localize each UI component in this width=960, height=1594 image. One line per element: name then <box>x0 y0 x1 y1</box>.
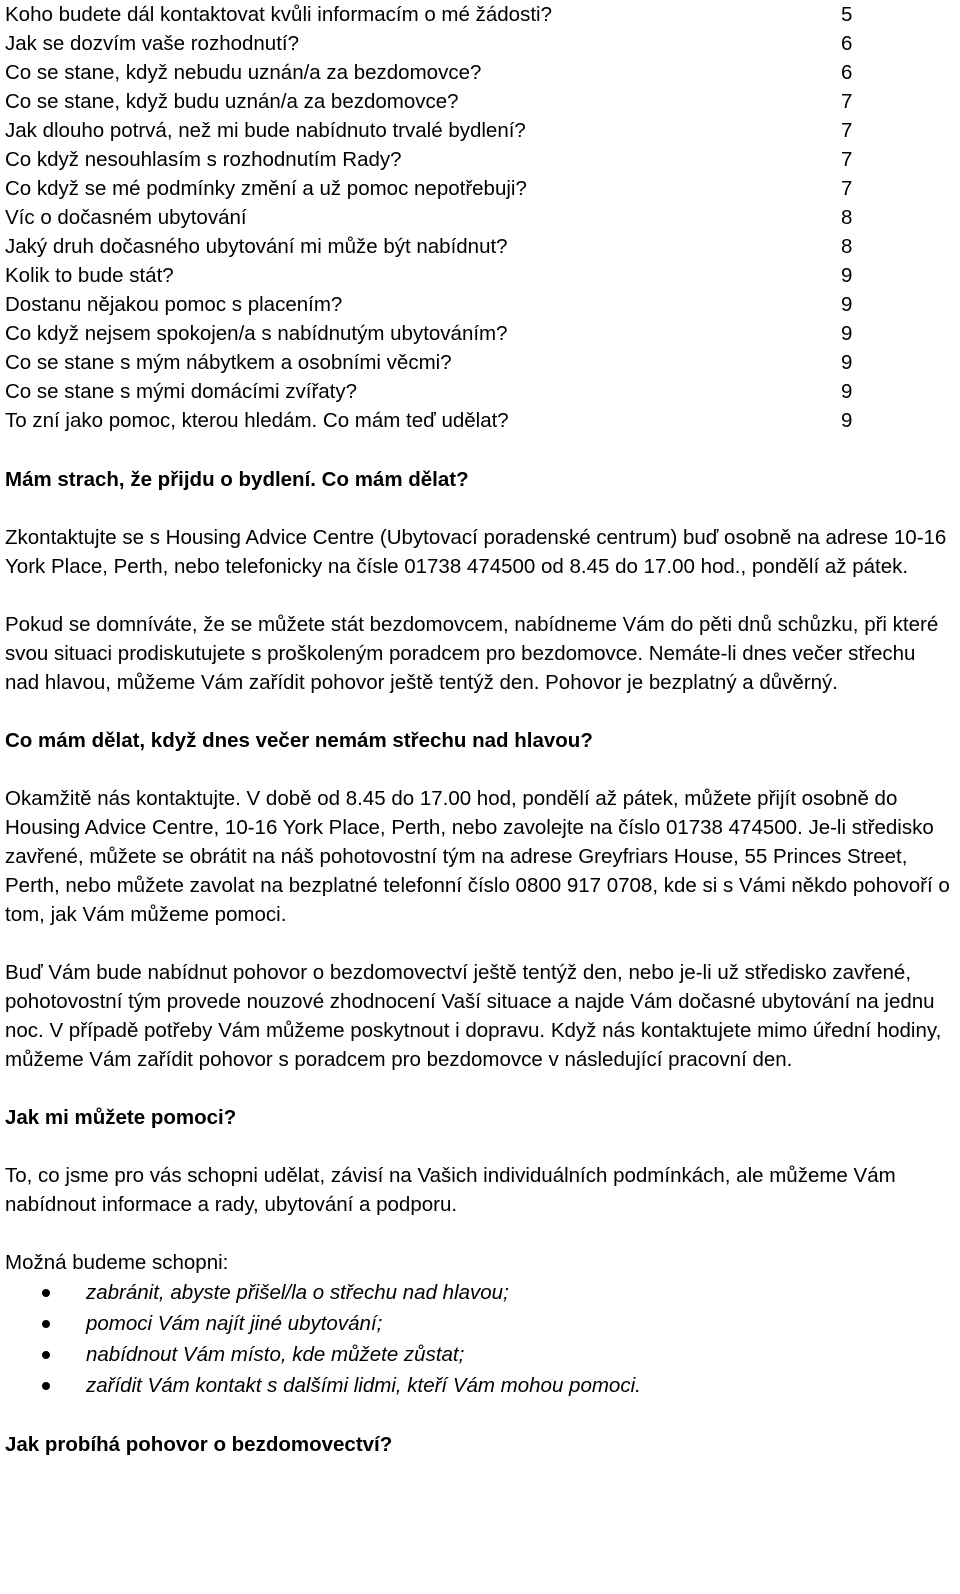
toc-item[interactable] <box>5 116 950 145</box>
bullet-icon <box>42 1382 50 1390</box>
toc-item[interactable] <box>5 58 950 87</box>
section-heading: Jak mi můžete pomoci? <box>5 1106 237 1129</box>
toc-item-text: Co se stane s mými domácími zvířaty? <box>5 380 358 403</box>
toc-item-page: 7 <box>841 148 853 171</box>
toc-item-text: To zní jako pomoc, kterou hledám. Co mám teď udělat? <box>5 409 509 432</box>
toc-item-page: 8 <box>841 206 853 229</box>
toc-item-page: 6 <box>841 32 853 55</box>
paragraph: Zkontaktujte se s Housing Advice Centre (Ubytovací poradenské centrum) buď osobně na adrese 10-16 York Place, Perth, nebo telefonicky na čísle 01738 474500 od 8.45 do 17.00 hod., pondělí až pátek. <box>5 526 947 578</box>
bullet-icon <box>42 1320 50 1328</box>
toc-item[interactable] <box>5 87 950 116</box>
toc-item-page: 9 <box>841 322 853 345</box>
toc-item-text: Víc o dočasném ubytování <box>5 206 247 229</box>
toc-item-page: 9 <box>841 293 853 316</box>
toc-item-text: Kolik to bude stát? <box>5 264 174 287</box>
toc-item[interactable] <box>5 290 950 319</box>
list-item-text: zařídit Vám kontakt s dalšími lidmi, kteří Vám mohou pomoci. <box>86 1374 641 1397</box>
paragraph: Okamžitě nás kontaktujte. V době od 8.45 do 17.00 hod, pondělí až pátek, můžete přijít osobně do Housing Advice Centre, 10-16 York Place, Perth, nebo zavolejte na číslo 01738 474500. Je-li středisko zavřené, můžete se obrátit na náš pohotovostní tým na adrese Greyfriars House, 55 Princes Street, Perth, nebo můžete zavolat na bezplatné telefonní číslo 0800 917 0708, kde si s Vámi někdo pohovoří o tom, jak Vám můžeme pomoci. <box>5 787 950 926</box>
toc-item[interactable] <box>5 377 950 406</box>
toc-item-text: Co se stane s mým nábytkem a osobními věcmi? <box>5 351 452 374</box>
toc-item-text: Co když nesouhlasím s rozhodnutím Rady? <box>5 148 402 171</box>
list-item-text: zabránit, abyste přišel/la o střechu nad hlavou; <box>86 1281 509 1304</box>
paragraph: Buď Vám bude nabídnut pohovor o bezdomovectví ještě tentýž den, nebo je-li už středisko zavřené, pohotovostní tým provede nouzové zhodnocení Vaší situace a najde Vám dočasné ubytování na jednu noc. V případě potřeby Vám můžeme poskytnout i dopravu. Když nás kontaktujete mimo úřední hodiny, můžeme Vám zařídit pohovor s poradcem pro bezdomovce v následující pracovní den. <box>5 961 942 1071</box>
toc-item-page: 9 <box>841 409 853 432</box>
table-of-contents <box>5 0 950 435</box>
list-item <box>5 1370 950 1401</box>
toc-item[interactable] <box>5 174 950 203</box>
toc-item-page: 7 <box>841 119 853 142</box>
toc-item-text: Koho budete dál kontaktovat kvůli informacím o mé žádosti? <box>5 3 552 26</box>
toc-item-text: Dostanu nějakou pomoc s placením? <box>5 293 343 316</box>
toc-item-text: Jak dlouho potrvá, než mi bude nabídnuto trvalé bydlení? <box>5 119 526 142</box>
toc-item[interactable] <box>5 319 950 348</box>
paragraph: Pokud se domníváte, že se můžete stát bezdomovcem, nabídneme Vám do pěti dnů schůzku, při které svou situaci prodiskutujete s proškoleným poradcem pro bezdomovce. Nemáte-li dnes večer střechu nad hlavou, můžeme Vám zařídit pohovor ještě tentýž den. Pohovor je bezplatný a důvěrný. <box>5 613 939 694</box>
section-heading: Mám strach, že přijdu o bydlení. Co mám dělat? <box>5 468 469 491</box>
toc-item-page: 5 <box>841 3 853 26</box>
bullet-icon <box>42 1289 50 1297</box>
toc-item[interactable] <box>5 232 950 261</box>
bullet-list <box>5 1277 950 1401</box>
toc-item-page: 9 <box>841 264 853 287</box>
toc-item[interactable] <box>5 29 950 58</box>
toc-item[interactable] <box>5 406 950 435</box>
toc-item-page: 9 <box>841 351 853 374</box>
toc-item-text: Co když nejsem spokojen/a s nabídnutým ubytováním? <box>5 322 508 345</box>
document-page <box>5 0 950 1459</box>
toc-item-text: Co se stane, když nebudu uznán/a za bezdomovce? <box>5 61 482 84</box>
toc-item-text: Co se stane, když budu uznán/a za bezdomovce? <box>5 90 459 113</box>
toc-item-page: 7 <box>841 90 853 113</box>
list-item <box>5 1277 950 1308</box>
toc-item-page: 6 <box>841 61 853 84</box>
list-item-text: nabídnout Vám místo, kde můžete zůstat; <box>86 1343 465 1366</box>
section-heading: Co mám dělat, když dnes večer nemám střechu nad hlavou? <box>5 729 593 752</box>
section-heading: Jak probíhá pohovor o bezdomovectví? <box>5 1433 393 1456</box>
paragraph: Možná budeme schopni: <box>5 1251 229 1274</box>
list-item <box>5 1308 950 1339</box>
toc-item[interactable] <box>5 261 950 290</box>
bullet-icon <box>42 1351 50 1359</box>
toc-item[interactable] <box>5 203 950 232</box>
toc-item-text: Jaký druh dočasného ubytování mi může být nabídnut? <box>5 235 508 258</box>
list-item <box>5 1339 950 1370</box>
toc-item-page: 8 <box>841 235 853 258</box>
toc-item[interactable] <box>5 145 950 174</box>
toc-item-page: 9 <box>841 380 853 403</box>
paragraph: To, co jsme pro vás schopni udělat, závisí na Vašich individuálních podmínkách, ale můžeme Vám nabídnout informace a rady, ubytování a podporu. <box>5 1164 896 1216</box>
toc-item-page: 7 <box>841 177 853 200</box>
toc-item[interactable] <box>5 0 950 29</box>
toc-item-text: Co když se mé podmínky změní a už pomoc nepotřebuji? <box>5 177 527 200</box>
toc-item-text: Jak se dozvím vaše rozhodnutí? <box>5 32 299 55</box>
toc-item[interactable] <box>5 348 950 377</box>
list-item-text: pomoci Vám najít jiné ubytování; <box>86 1312 383 1335</box>
